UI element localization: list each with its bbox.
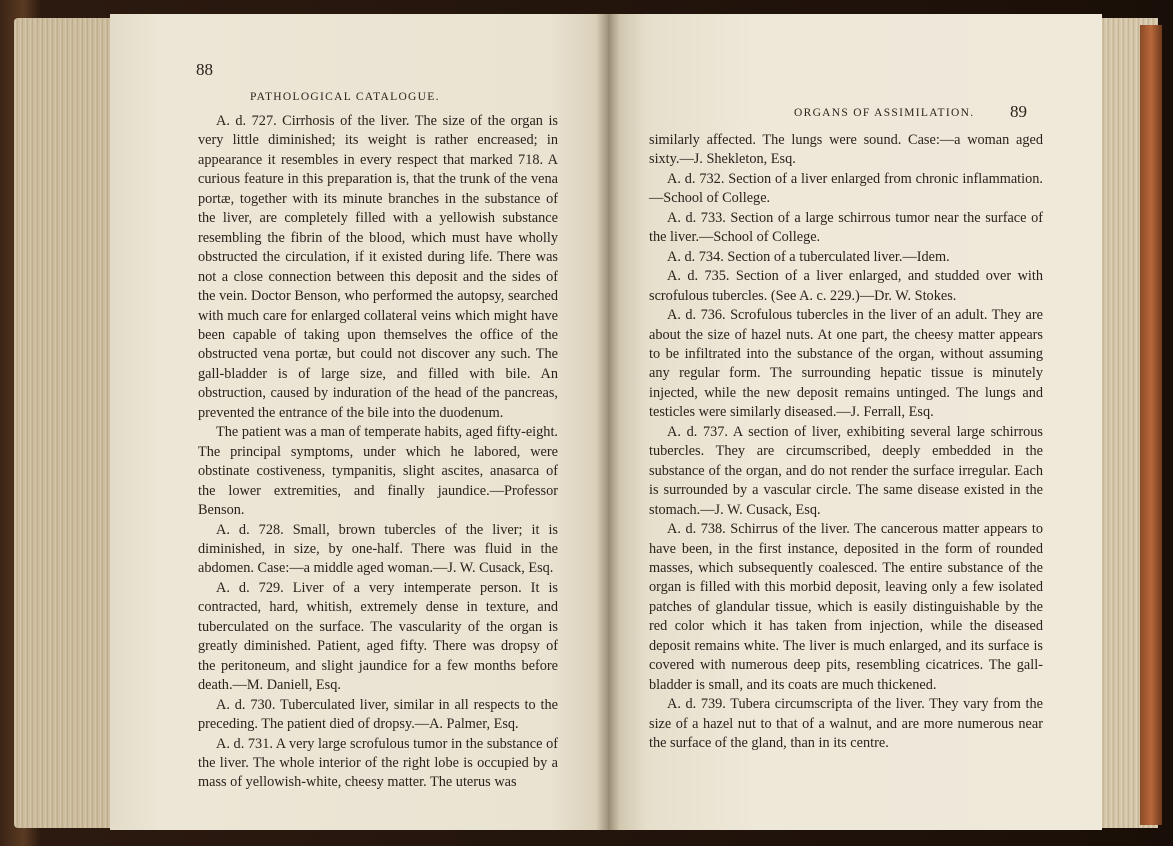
paragraph: A. d. 734. Section of a tuberculated liver.—Idem. <box>667 248 950 265</box>
book-gutter-shadow <box>596 14 620 830</box>
right-page <box>608 14 1102 830</box>
paragraph: A. d. 731. A very large scrofulous tumor in the substance of the liver. The whole interior of the right lobe is occupied by a mass of yellowish-white, cheesy matter. The uterus was <box>198 735 558 791</box>
paragraph: The patient was a man of temperate habits, aged fifty-eight. The principal symptoms, under which he labored, were obstinate costiveness, tympanitis, slight ascites, anasarca of the lower extremities, and finally jaundice.—Professor Benson. <box>198 424 558 519</box>
right-page-text <box>649 131 1043 754</box>
page-number: 89 <box>1010 102 1027 121</box>
left-page-edges <box>14 18 110 828</box>
paragraph: A. d. 732. Section of a liver enlarged from chronic inflammation.—School of College. <box>649 170 1043 207</box>
paragraph: A. d. 727. Cirrhosis of the liver. The size of the organ is very little diminished; its weight is rather encreased; in appearance it resembles in every respect that marked 718. A curious feature in this preparation is, that the trunk of the vena portæ, together with its minute branches in the substance of the liver, are completely filled with a yellowish substance resembling the fibrin of the blood, which must have wholly obstructed the circulation, if it existed during life. There was not a close connection between this deposit and the sides of the vein. Doctor Benson, who performed the autopsy, searched with much care for enlarged collateral veins which might have been capable of taking upon themselves the office of the obstructed vena portæ, but could not discover any such. The gall-bladder is of large size, and filled with bile. An obstruction, caused by induration of the head of the pancreas, prevented the entrance of the bile into the duodenum. <box>198 113 558 421</box>
paragraph: A. d. 730. Tuberculated liver, similar in all respects to the preceding. The patient died of dropsy.—A. Palmer, Esq. <box>198 696 558 733</box>
running-head: PATHOLOGICAL CATALOGUE. <box>250 91 440 103</box>
page-number: 88 <box>196 60 213 79</box>
paragraph: A. d. 739. Tubera circumscripta of the liver. They vary from the size of a hazel nut to that of a walnut, and are more numerous near the surface of the gland, than in its centre. <box>649 696 1043 752</box>
running-head: ORGANS OF ASSIMILATION. <box>794 107 975 119</box>
paragraph: A. d. 737. A section of liver, exhibiting several large schirrous tubercles. They are circumscribed, deeply embedded in the substance of the organ, and do not render the surface irregular. Each is surrounded by a vascular circle. The same disease existed in the stomach.—J. W. Cusack, Esq. <box>649 423 1043 518</box>
paragraph: A. d. 729. Liver of a very intemperate person. It is contracted, hard, whitish, extremely dense in texture, and tuberculated on the surface. The vascularity of the organ is greatly diminished. Patient, aged fifty. There was dropsy of the peritoneum, and slight jaundice for a few months before death.—M. Daniell, Esq. <box>198 579 558 694</box>
left-page-text <box>198 112 558 793</box>
left-page <box>110 14 608 830</box>
paragraph: A. d. 736. Scrofulous tubercles in the liver of an adult. They are about the size of hazel nuts. At one part, the cheesy matter appears to be infiltrated into the substance of the organ, without assuming any regular form. The surrounding hepatic tissue is minutely injected, while the new deposit remains untinged. The lungs and testicles were similarly diseased.—J. Ferrall, Esq. <box>649 307 1043 421</box>
paragraph: similarly affected. The lungs were sound. Case:—a woman aged sixty.—J. Shekleton, Esq. <box>649 132 1043 168</box>
paragraph: A. d. 735. Section of a liver enlarged, and studded over with scrofulous tubercles. (See A. c. 229.)—Dr. W. Stokes. <box>649 268 1043 304</box>
paragraph: A. d. 733. Section of a large schirrous tumor near the surface of the liver.—School of College. <box>649 209 1043 246</box>
book-cover-edge <box>1140 25 1162 825</box>
paragraph: A. d. 738. Schirrus of the liver. The cancerous matter appears to have been, in the first instance, deposited in the form of rounded masses, which subsequently coalesced. The entire substance of the organ is filled with this morbid deposit, leaving only a few isolated patches of glandular tissue, which is easily distinguishable by the red color which it has taken from injection, while the diseased deposit remains white. The liver is much enlarged, and its surface is covered with numerous deep pits, resembling cicatrices. The gall-bladder is small, and its coats are much thickened. <box>649 521 1043 693</box>
paragraph: A. d. 728. Small, brown tubercles of the liver; it is diminished, in size, by one-half. There was fluid in the abdomen. Case:—a middle aged woman.—J. W. Cusack, Esq. <box>198 521 558 577</box>
